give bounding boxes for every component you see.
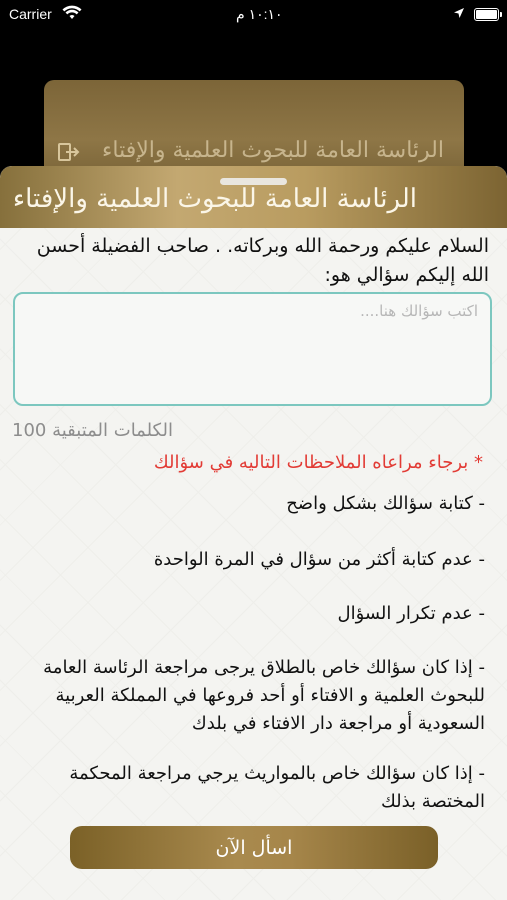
ask-now-button[interactable]: اسأل الآن [70, 826, 438, 869]
note-item: - كتابة سؤالك بشكل واضح [286, 493, 485, 514]
sheet-header [0, 166, 507, 228]
status-time: ١٠:١٠ م [236, 6, 283, 22]
status-bar [0, 0, 507, 30]
note-item: - عدم كتابة أكثر من سؤال في المرة الواحدة [153, 549, 485, 570]
remaining-words-count: الكلمات المتبقية 100 [12, 420, 173, 441]
background-banner-text: الرئاسة العامة للبحوث العلمية والإفتاء [102, 138, 444, 163]
carrier-label: Carrier [9, 6, 52, 22]
logout-icon[interactable] [58, 142, 80, 168]
header-title: الرئاسة العامة للبحوث العلمية والإفتاء [12, 184, 417, 214]
wifi-icon [62, 5, 82, 24]
note-item: - إذا كان سؤالك خاص بالطلاق يرجى مراجعة الرئاسة العامة للبحوث العلمية و الافتاء أو أحد فروعها في المملكة العربية السعودية أو مراجعة دار الافتاء في بلدك [43, 657, 485, 734]
location-arrow-icon [453, 6, 465, 22]
note-item: - إذا كان سؤالك خاص بالمواريث يرجي مراجعة المحكمة المختصة بذلك [69, 763, 485, 812]
note-item: - عدم تكرار السؤال [337, 603, 485, 624]
notes-title: * برجاء مراعاه الملاحظات التاليه في سؤالك [153, 452, 483, 473]
question-box [13, 292, 492, 406]
question-input[interactable] [15, 294, 490, 404]
greeting-text: السلام عليكم ورحمة الله وبركاته. . صاحب الفضيلة أحسن الله إليكم سؤالي هو: [36, 235, 489, 286]
battery-icon [474, 8, 499, 21]
question-sheet [0, 166, 507, 900]
